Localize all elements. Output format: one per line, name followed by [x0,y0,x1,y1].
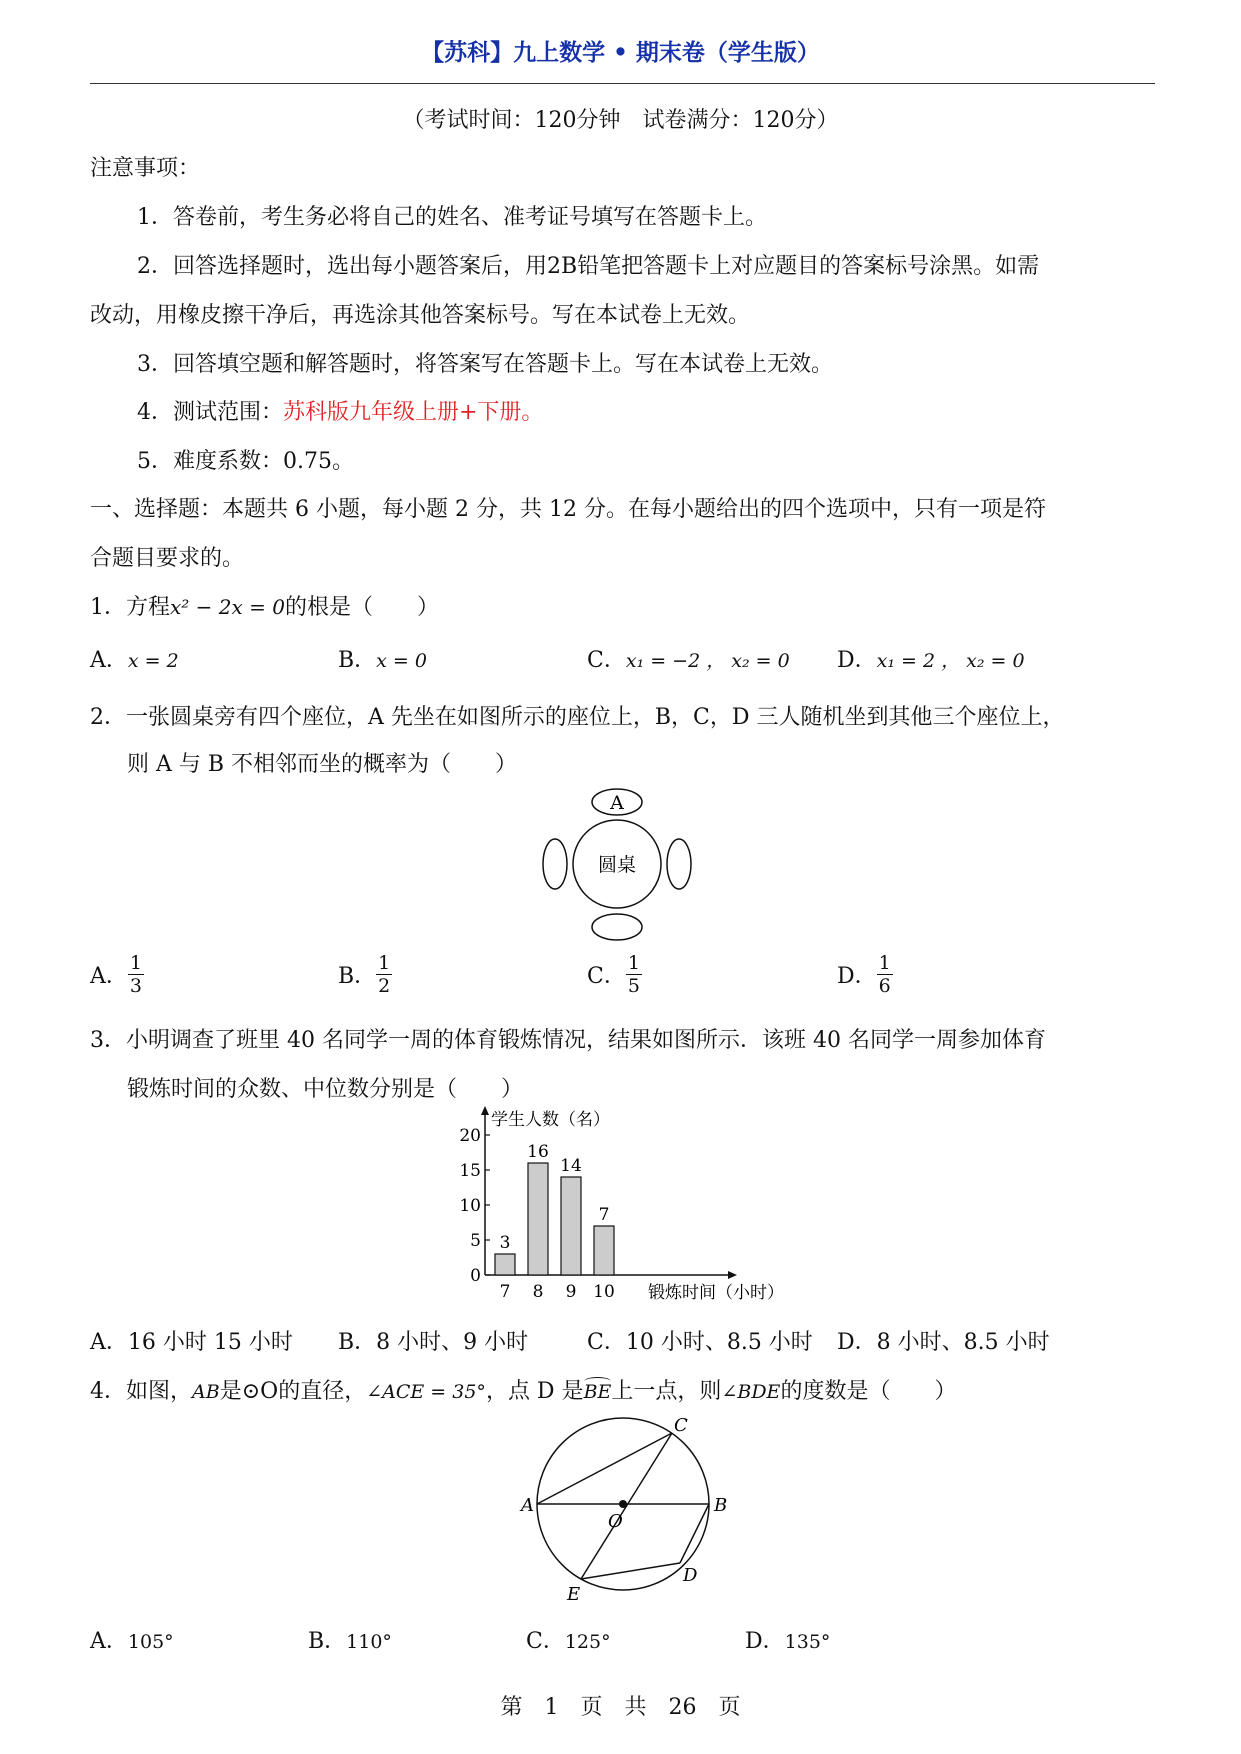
q1-option-d[interactable]: D．x₁ = 2 ， x₂ = 0 [837,648,1025,673]
label-a: A [521,1495,534,1516]
x-axis-arrow [728,1271,737,1279]
question-3-line-1: 3．小明调查了班里 40 名同学一周的体育锻炼情况，结果如图所示．该班 40 名同学一周参加体育 [90,1028,1046,1053]
y-tick-label: 0 [470,1266,481,1286]
label-o: O [608,1511,623,1532]
question-1-stem [90,590,439,621]
q4-option-c[interactable]: C．125° [526,1629,611,1654]
y-axis-title: 学生人数（名） [491,1110,610,1130]
q4-arc-be: BE [584,1381,612,1403]
q3-option-b[interactable]: B．8 小时、9 小时 [338,1330,529,1355]
seat-right [667,839,691,889]
bar [594,1226,614,1275]
seat-left [543,839,567,889]
q4-angle-ace: ∠ACE = 35° [366,1381,486,1403]
q1-option-b[interactable]: B．x = 0 [338,648,427,673]
x-tick-label: 8 [532,1282,544,1302]
label-c: C [674,1415,688,1436]
round-table-figure [535,780,705,945]
page-footer: 第 1 页 共 26 页 [500,1695,741,1720]
question-3-line-2: 锻炼时间的众数、中位数分别是（ ） [127,1077,524,1102]
question-2-line-2: 则 A 与 B 不相邻而坐的概率为（ ） [127,752,518,777]
label-b: B [714,1495,728,1516]
note-item-4 [137,395,543,426]
q2-option-c[interactable]: C． $\frac{1}{5}$ [587,952,640,997]
chord-db [680,1504,709,1563]
y-tick-label: 20 [459,1126,481,1146]
q1-equation: x² − 2x = 0 [170,595,285,619]
note-item-2-line-1: 2．回答选择题时，选出每小题答案后，用2B铅笔把答题卡上对应题目的答案标号涂黑。如需 [137,254,1040,279]
note-item-1: 1．答卷前，考生务必将自己的姓名、准考证号填写在答题卡上。 [137,205,767,230]
q4-circle-o: ⊙O [241,1379,279,1404]
q1-option-c[interactable]: C．x₁ = −2 ， x₂ = 0 [587,648,790,673]
bar [495,1254,515,1275]
x-tick-label: 9 [565,1282,577,1302]
bar [528,1163,548,1275]
bar-value-label: 14 [560,1156,582,1176]
q2-option-d[interactable]: D． $\frac{1}{6}$ [837,952,891,997]
question-2-line-1: 2．一张圆桌旁有四个座位，A 先坐在如图所示的座位上，B，C，D 三人随机坐到其他三个座位上， [90,705,1065,730]
y-tick-label: 15 [459,1161,481,1181]
x-tick-label: 7 [499,1282,511,1302]
y-axis-arrow [481,1106,489,1115]
q1-suffix: 的根是（ ） [284,595,439,620]
center-point [619,1500,627,1508]
label-e: E [567,1584,581,1605]
circle-geometry-figure [515,1405,735,1605]
chord-ce [581,1433,672,1579]
x-axis-title: 锻炼时间（小时） [648,1283,784,1303]
q1-option-a[interactable]: A．x = 2 [90,648,179,673]
bar-value-label: 3 [499,1233,511,1253]
label-d: D [683,1565,698,1586]
q4-option-b[interactable]: B．110° [308,1629,392,1654]
seat-a-label: A [610,792,624,814]
note-item-2-line-2: 改动，用橡皮擦干净后，再选涂其他答案标号。写在本试卷上无效。 [90,303,751,328]
bar-value-label: 7 [598,1205,610,1225]
q2-option-b[interactable]: B． $\frac{1}{2}$ [338,952,391,997]
q1-prefix: 1．方程 [90,595,170,620]
seat-bottom [592,914,642,940]
document-header: 【苏科】九上数学 • 期末卷（学生版） [421,39,820,66]
section-1-line-1: 一、选择题：本题共 6 小题，每小题 2 分，共 12 分。在每小题给出的四个选项中，只有一项是符 [90,497,1046,522]
arc-mark [584,1377,612,1386]
q4-segment-ab: AB [192,1381,220,1403]
q3-option-c[interactable]: C．10 小时、8.5 小时 [587,1330,813,1355]
bar-value-label: 16 [527,1142,549,1162]
test-scope: 苏科版九年级上册+下册。 [283,400,544,425]
exam-info: （考试时间：120分钟 试卷满分：120分） [402,108,839,133]
y-tick-label: 5 [470,1231,481,1251]
chord-ac [537,1433,672,1504]
q4-option-d[interactable]: D．135° [745,1629,831,1654]
table-label: 圆桌 [597,854,637,876]
section-1-line-2: 合题目要求的。 [90,546,245,571]
note-item-5: 5．难度系数：0.75。 [137,449,354,474]
note-item-4-prefix: 4．测试范围： [137,400,283,425]
q3-option-d[interactable]: D．8 小时、8.5 小时 [837,1330,1050,1355]
header-divider [90,83,1155,84]
note-item-3: 3．回答填空题和解答题时，将答案写在答题卡上。写在本试卷上无效。 [137,352,833,377]
notes-title: 注意事项： [90,156,201,181]
chord-ed [581,1563,680,1579]
x-tick-label: 10 [593,1282,615,1302]
q3-option-a[interactable]: A．16 小时 15 小时 [90,1330,293,1355]
exercise-time-bar-chart [445,1105,790,1305]
bar [561,1177,581,1275]
q2-option-a[interactable]: A． $\frac{1}{3}$ [90,952,142,997]
q4-option-a[interactable]: A．105° [90,1629,174,1654]
y-tick-label: 10 [459,1196,481,1216]
question-4-stem: 4．如图，AB是⊙O的直径，∠ACE = 35°，点 D 是 BE上一点，则∠BDE的度数是（ ） [90,1379,957,1404]
q4-angle-bde: ∠BDE [721,1381,781,1403]
